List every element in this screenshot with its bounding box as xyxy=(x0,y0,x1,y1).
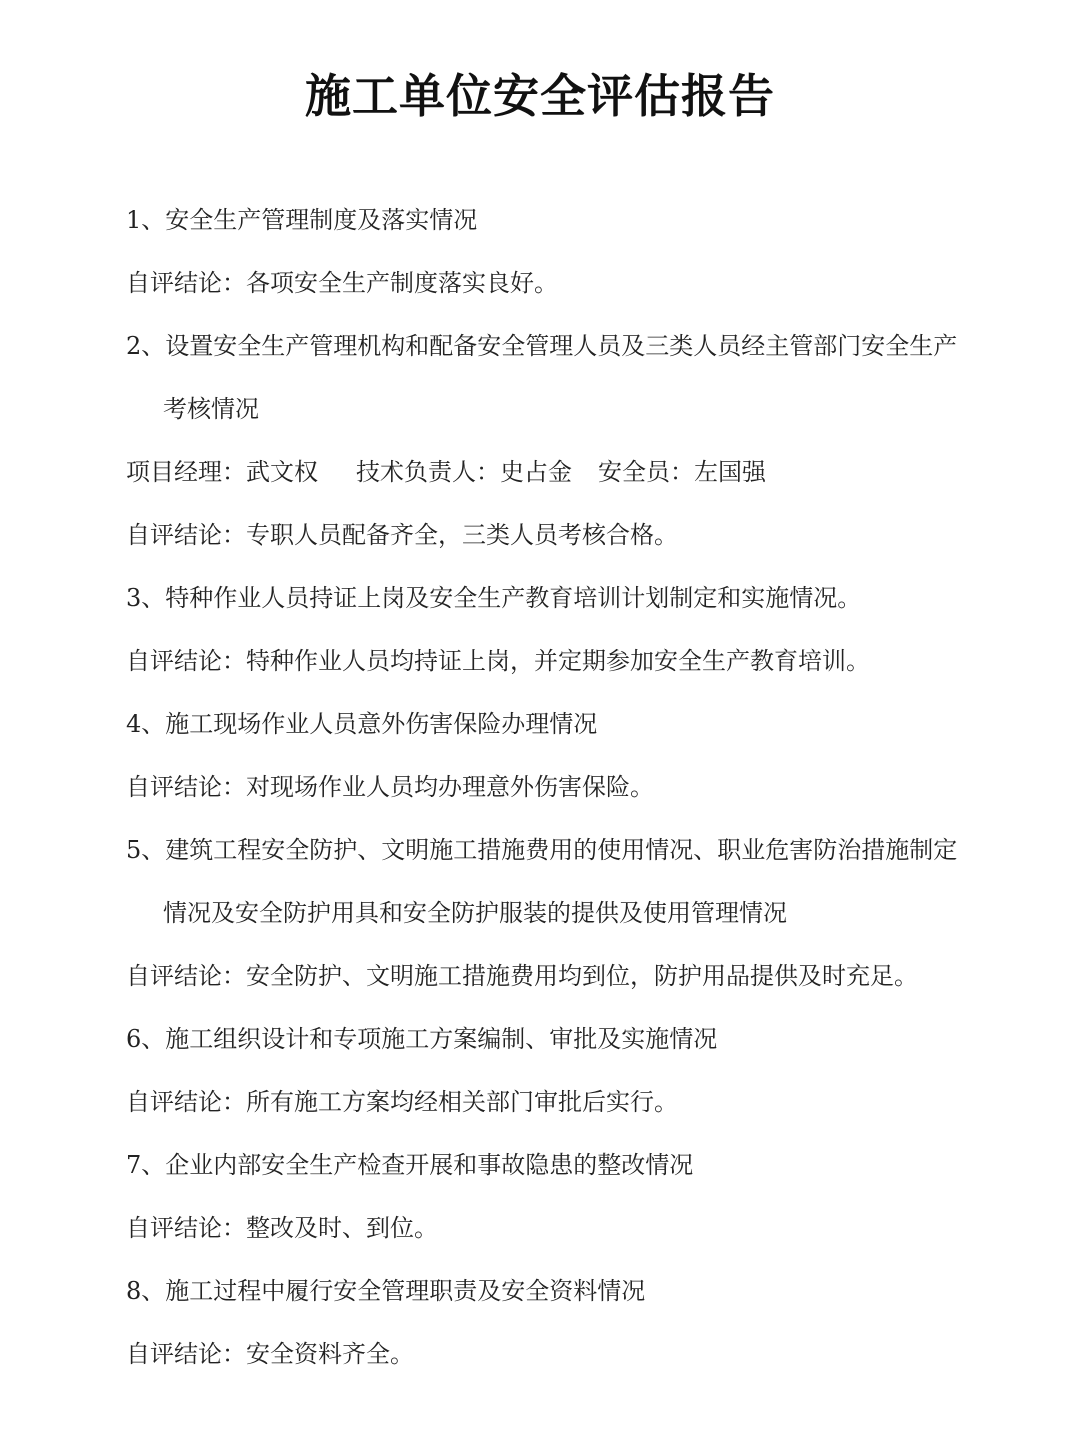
item-7-heading: 7、企业内部安全生产检查开展和事故隐患的整改情况 xyxy=(126,1151,694,1179)
item-2-heading-cont: 考核情况 xyxy=(163,395,259,423)
item-2-heading: 2、设置安全生产管理机构和配备安全管理人员及三类人员经主管部门安全生产 xyxy=(126,332,958,360)
item-5-heading-cont: 情况及安全防护用具和安全防护服装的提供及使用管理情况 xyxy=(163,899,787,927)
item-4-heading: 4、施工现场作业人员意外伤害保险办理情况 xyxy=(126,710,598,738)
project-manager: 项目经理：武文权 xyxy=(126,458,318,486)
item-2-staff-line xyxy=(126,452,766,487)
item-5-heading: 5、建筑工程安全防护、文明施工措施费用的使用情况、职业危害防治措施制定 xyxy=(126,836,958,864)
item-6-conclusion: 自评结论：所有施工方案均经相关部门审批后实行。 xyxy=(126,1088,678,1116)
item-5-conclusion: 自评结论：安全防护、文明施工措施费用均到位，防护用品提供及时充足。 xyxy=(126,962,918,990)
item-2-conclusion: 自评结论：专职人员配备齐全，三类人员考核合格。 xyxy=(126,521,678,549)
item-8-heading: 8、施工过程中履行安全管理职责及安全资料情况 xyxy=(126,1277,646,1305)
item-3-conclusion: 自评结论：特种作业人员均持证上岗，并定期参加安全生产教育培训。 xyxy=(126,647,870,675)
document-title: 施工单位安全评估报告 xyxy=(305,69,775,123)
technical-lead: 技术负责人：史占金 xyxy=(356,458,572,486)
item-8-conclusion: 自评结论：安全资料齐全。 xyxy=(126,1340,414,1368)
item-1-heading: 1、安全生产管理制度及落实情况 xyxy=(126,206,478,234)
item-6-heading: 6、施工组织设计和专项施工方案编制、审批及实施情况 xyxy=(126,1025,718,1053)
item-1-conclusion: 自评结论：各项安全生产制度落实良好。 xyxy=(126,269,558,297)
item-4-conclusion: 自评结论：对现场作业人员均办理意外伤害保险。 xyxy=(126,773,654,801)
item-3-heading: 3、特种作业人员持证上岗及安全生产教育培训计划制定和实施情况。 xyxy=(126,584,862,612)
item-7-conclusion: 自评结论：整改及时、到位。 xyxy=(126,1214,438,1242)
safety-officer: 安全员：左国强 xyxy=(598,458,766,486)
